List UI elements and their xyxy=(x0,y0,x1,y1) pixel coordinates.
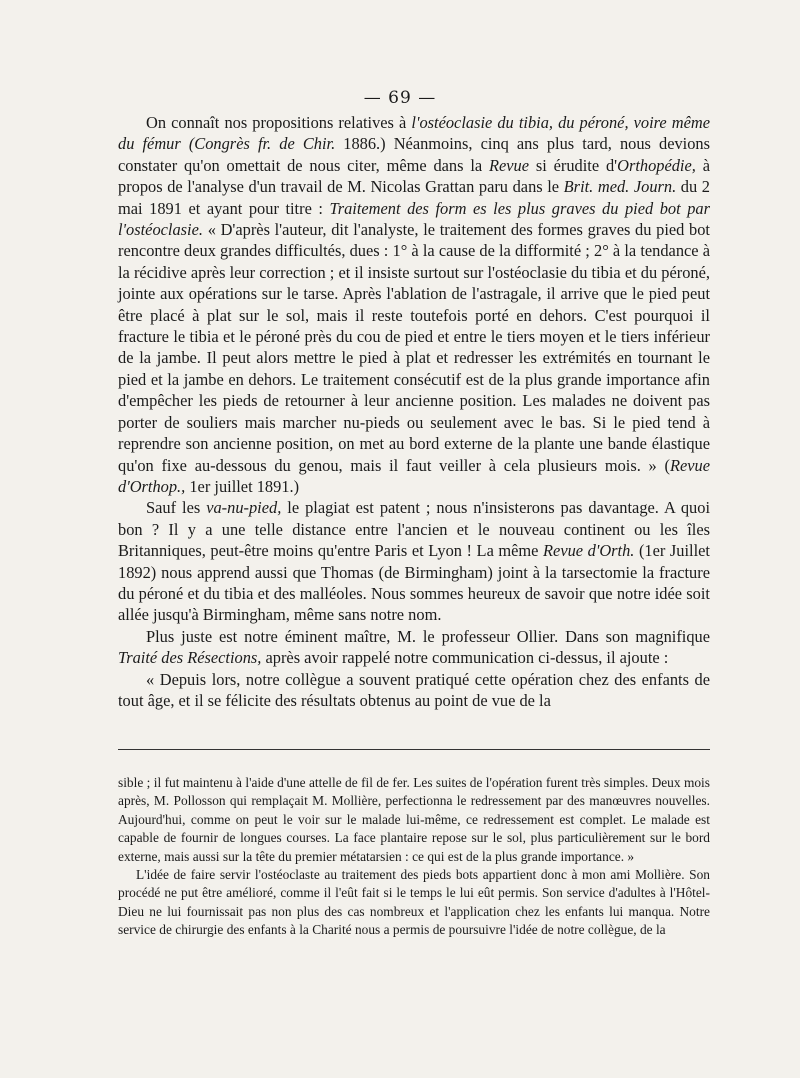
text-run: 1er juillet 1891.) xyxy=(185,476,300,496)
text-run: à propos de l'analyse d'un travail de M. Nicolas Grattan paru dans le xyxy=(118,155,710,197)
text-run: si érudite d' xyxy=(529,155,618,175)
italic-run: va-nu-pied, xyxy=(206,498,282,518)
text-run: 1886.) Néanmoins, cinq ans plus tard, nous devions constater qu'on omettait de nous citer, même dans la xyxy=(118,134,710,175)
italic-run: Traitement des form es les plus graves du pied bot par l'ostéoclasie. xyxy=(118,198,710,240)
italic-run: Traité des Résections, xyxy=(118,648,262,668)
italic-run: Revue d'Orthop., xyxy=(118,455,710,496)
text-run: Sauf les xyxy=(146,498,207,518)
paragraph-1 xyxy=(118,112,710,497)
text-run: (1er Juillet 1892) nous apprend aussi que Thomas (de Birmingham) joint à la tarsectomie la fracture du péroné et du tibia et des malléoles. Nous sommes heureux de savoir que notre idée soit allée jusqu'à Birmingham, même sans notre nom. xyxy=(118,541,710,625)
text-run: Plus juste est notre éminent maître, M. le professeur Ollier. Dans son magnifique xyxy=(146,626,710,646)
italic-run: Orthopédie, xyxy=(617,155,696,175)
italic-run: l'ostéoclasie du tibia, du péroné, voire même du fémur (Congrès fr. de Chir. xyxy=(118,113,710,154)
text-run: « D'après l'auteur, dit l'analyste, le traitement des formes graves du pied bot rencontre deux grandes difficultés, dues : 1° à la cause de la difformité ; 2° à la tendance à la récidive après leur correction ; et il insiste surtout sur l'ostéoclasie du tibia et du péroné, jointe aux opérations sur le tarse. Après l'ablation de l'astragale, il arrive que le pied peut être placé à plat sur le sol, mais il reste toutefois porté en dehors. C'est pourquoi il fracture le tibia et le péroné près du cou de pied et entre le tiers moyen et le tiers inférieur de la jambe. Il peut alors mettre le pied à plat et redresser les extrémités en tournant le pied et la jambe en dehors. Le traitement consécutif est de la plus grande importance afin d'empêcher les pieds de retourner à leur ancienne position. Les malades ne doivent pas porter de souliers mais marcher nu-pieds ou seulement avec le bas. Si le pied tend à reprendre son ancienne position, on met au bord externe de la plante une bande élastique qu'on fixe au-dessous du genou, mais il faut veiller à cela plusieurs mois. » ( xyxy=(118,220,710,475)
paragraph-4-quote: « Depuis lors, notre collègue a souvent pratiqué cette opération chez des enfants de tout âge, et il se félicite des résultats obtenus au point de vue de la xyxy=(118,669,710,710)
italic-run: Revue xyxy=(488,155,530,175)
text-run: le plagiat est patent ; nous n'insisterons pas davantage. A quoi bon ? Il y a une telle distance entre l'ancien et le nouveau continent ou les îles Britanniques, peut-être moins qu'entre Paris et Lyon ! La même xyxy=(118,498,711,561)
text-run: après avoir rappelé notre communication ci-dessus, il ajoute : xyxy=(261,648,669,668)
footnote-paragraph-2: L'idée de faire servir l'ostéoclaste au traitement des pieds bots appartient donc à mon ami Mollière. Son procédé ne put être amélioré, comme il l'eût fait si le temps le lui eût permis. Son service d'adultes à l'Hôtel-Dieu ne lui fournissait pas non plus des cas nombreux et l'application chez les enfants lui manqua. Notre service de chirurgie des enfants à la Charité nous a permis de poursuivre l'idée de notre collègue, de la xyxy=(118,867,710,938)
italic-run: Brit. med. Journ. xyxy=(563,177,677,197)
paragraph-3 xyxy=(118,626,710,669)
text-run: On connaît nos propositions relatives à xyxy=(146,113,412,132)
footnote-divider xyxy=(118,749,710,750)
paragraph-2 xyxy=(118,497,710,625)
footnote xyxy=(118,774,710,940)
footnote-paragraph-1: sible ; il fut maintenu à l'aide d'une attelle de fil de fer. Les suites de l'opération furent très simples. Deux mois après, M. Pollosson qui remplaçait M. Mollière, perfectionna le redressement par des manœuvres nouvelles. Aujourd'hui, comme on peut le voir sur le malade lui-même, ce redressement est complet. Le malade est capable de fournir de longues courses. La face plantaire repose sur le sol, plus particulièrement sur le bord externe, mais aussi sur la tête du premier métatarsien : ce qui est de la plus grande importance. » xyxy=(118,775,710,864)
page-number: — 69 — xyxy=(363,88,437,108)
italic-run: Revue d'Orth. xyxy=(543,541,635,561)
text-run: du 2 mai 1891 et ayant pour titre : xyxy=(118,177,710,218)
main-text xyxy=(118,112,710,711)
